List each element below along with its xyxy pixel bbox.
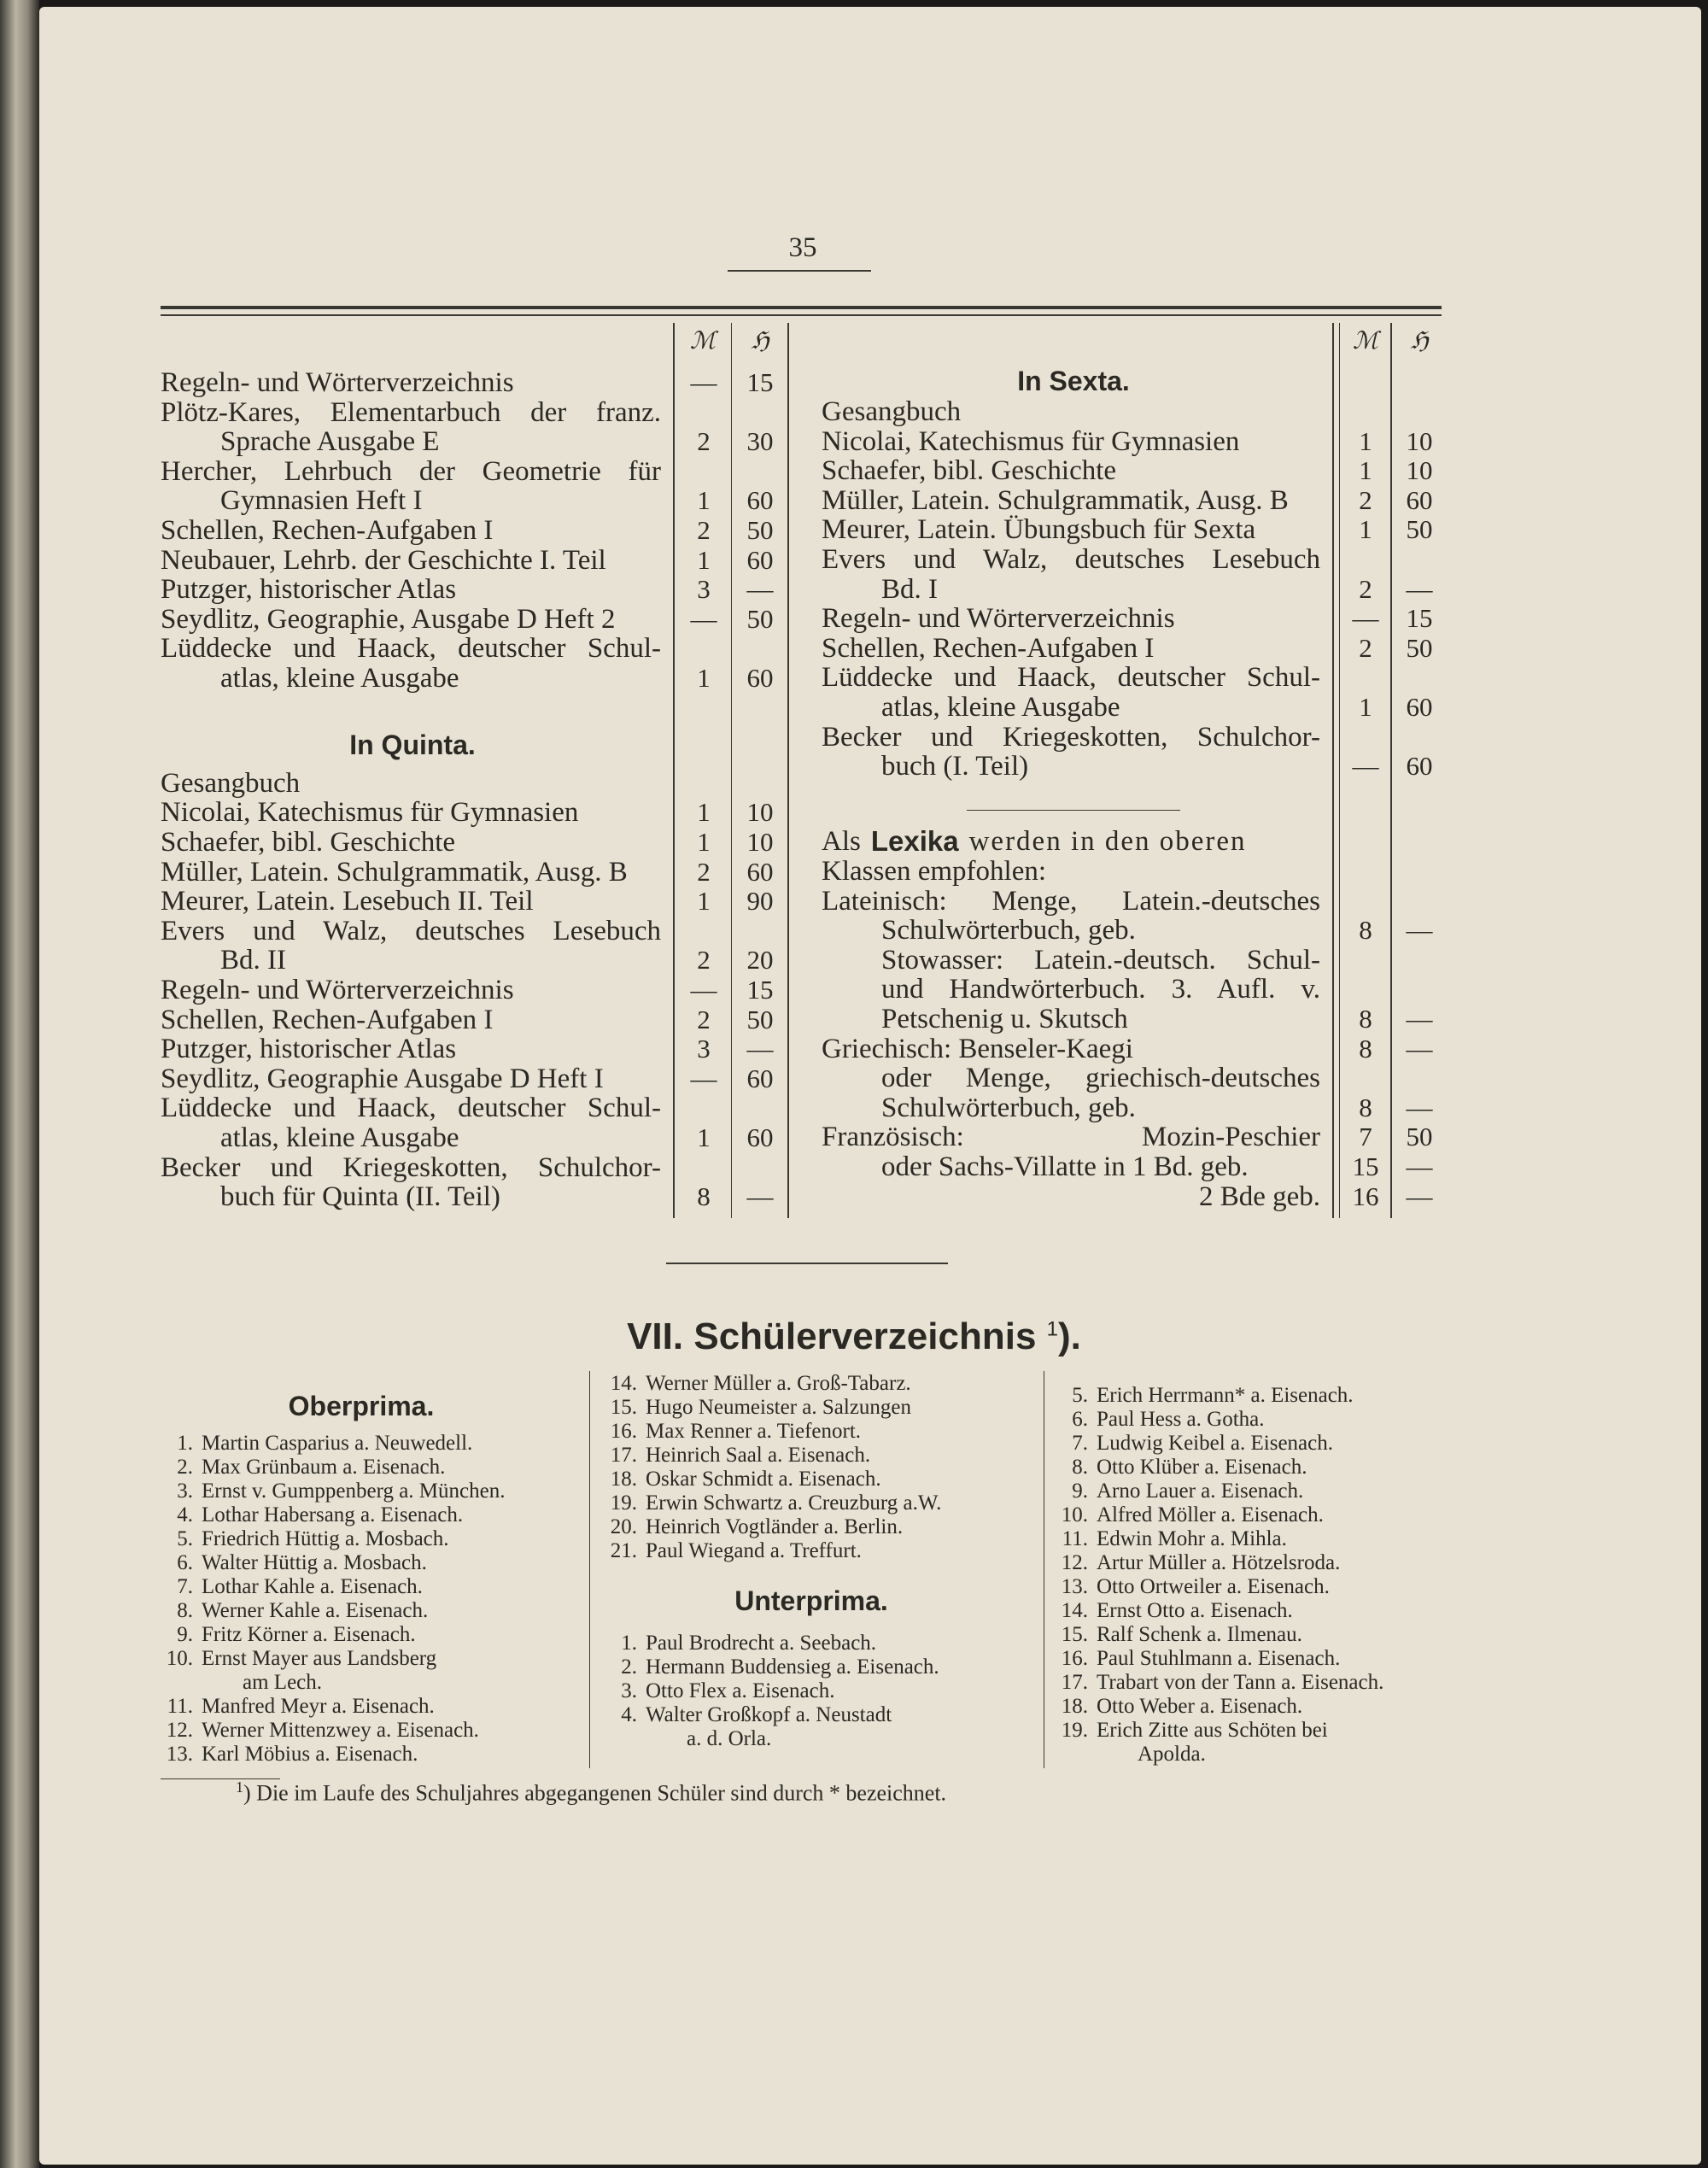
price-mark: 2 [697, 945, 711, 976]
price-mark: 7 [1359, 1122, 1372, 1152]
student-number: 16. [610, 1420, 637, 1443]
price-mark: — [690, 603, 717, 634]
item-text-line: Nicolai, Katechismus für Gymnasien [822, 425, 1240, 457]
lexika-intro-bold: Lexika [870, 825, 959, 858]
student-name: Hugo Neumeister a. Salzungen [646, 1396, 912, 1419]
student-entry [1047, 1575, 1330, 1599]
section-divider-rule [666, 1263, 948, 1264]
price-mark: 1 [1359, 692, 1372, 722]
lexikon-line: oder Sachs-Villatte in 1 Bd. geb. [881, 1151, 1249, 1183]
price-mark: 2 [697, 856, 711, 887]
student-entry [596, 1679, 834, 1703]
price-mark: 2 [697, 426, 711, 457]
price-pf: 50 [1406, 1122, 1433, 1152]
student-name: Max Grünbaum a. Eisenach. [202, 1456, 446, 1479]
student-number: 5. [177, 1527, 193, 1550]
student-number: 11. [167, 1695, 193, 1718]
section-title: Schülerverzeichnis [693, 1315, 1037, 1357]
item-text-line: Sprache Ausgabe E [220, 426, 440, 458]
price-pf: 60 [1406, 692, 1433, 722]
student-number: 18. [1061, 1695, 1088, 1718]
student-name: Oskar Schmidt a. Eisenach. [646, 1468, 881, 1491]
price-pf: 10 [1406, 455, 1433, 486]
item-text-line: Gymnasien Heft I [220, 485, 423, 517]
student-number: 15. [1061, 1623, 1088, 1646]
price-pf: — [1406, 915, 1433, 946]
student-name: Werner Müller a. Groß-Tabarz. [646, 1372, 911, 1395]
right-col-line-2 [1339, 323, 1340, 1218]
item-text-line: Gesangbuch [161, 767, 301, 799]
student-entry [1047, 1623, 1302, 1647]
student-entry [152, 1623, 416, 1647]
item-text-line: Plötz-Kares, Elementarbuch der franz. [161, 396, 661, 428]
lexikon-line: und Handwörterbuch. 3. Aufl. v. [881, 974, 1320, 1005]
student-name: Heinrich Saal a. Eisenach. [646, 1444, 871, 1467]
student-number: 13. [1061, 1575, 1088, 1598]
student-number: 10. [166, 1647, 193, 1670]
student-number: 2. [621, 1655, 637, 1679]
item-text-line: Regeln- und Wörterverzeichnis [161, 367, 514, 398]
student-number: 9. [177, 1623, 193, 1646]
price-mark: 16 [1352, 1181, 1379, 1211]
lexikon-line: Lateinisch: Menge, Latein.-deutsches [822, 885, 1320, 917]
price-pf: 60 [746, 544, 774, 575]
price-pf: 10 [1406, 425, 1433, 456]
student-name: Ernst Mayer aus Landsberg [202, 1647, 437, 1670]
price-mark: — [690, 1063, 717, 1093]
lexika-intro-line2: Klassen empfohlen: [822, 856, 1047, 888]
student-number: 7. [1072, 1432, 1088, 1455]
student-number: 6. [177, 1551, 193, 1574]
price-mark [676, 768, 731, 799]
price-mark: 1 [697, 663, 711, 693]
price-mark: — [1352, 603, 1379, 634]
price-mark: — [690, 975, 717, 1005]
student-name: Ludwig Keibel a. Eisenach. [1097, 1432, 1333, 1455]
price-pf: 15 [746, 975, 774, 1005]
student-number: 9. [1072, 1480, 1088, 1503]
lexika-intro-pre: Als [822, 826, 861, 858]
student-name: Walter Großkopf a. Neustadt [646, 1703, 892, 1726]
price-pf: 60 [1406, 751, 1433, 782]
student-name: Otto Flex a. Eisenach. [646, 1679, 835, 1702]
price-pf: 10 [746, 827, 774, 858]
student-entry [1047, 1695, 1302, 1719]
student-name: Lothar Habersang a. Eisenach. [202, 1503, 464, 1526]
page-number-rule [728, 270, 871, 272]
price-mark: 8 [1359, 1004, 1372, 1034]
item-text-line: Meurer, Latein. Lesebuch II. Teil [161, 886, 534, 917]
right-col-line-1 [1332, 323, 1334, 1218]
item-text-line: Putzger, historischer Atlas [161, 1034, 457, 1065]
student-entry [1047, 1503, 1324, 1527]
price-pf: 50 [1406, 514, 1433, 545]
item-text-line: Lüddecke und Haack, deutscher Schul- [822, 662, 1320, 694]
student-name-cont: am Lech. [243, 1671, 323, 1694]
price-pf: 50 [746, 1004, 774, 1034]
student-entry [152, 1743, 418, 1767]
price-pf: 50 [1406, 632, 1433, 663]
item-text-line: Schellen, Rechen-Aufgaben I [161, 515, 494, 546]
student-name: Hermann Buddensieg a. Eisenach. [646, 1655, 939, 1679]
pf-header-left: ℌ [751, 328, 769, 354]
student-number: 1. [621, 1632, 637, 1655]
left-col-line-3 [787, 323, 789, 1218]
item-text-line: Lüddecke und Haack, deutscher Schul- [161, 1093, 661, 1124]
lexikon-line: Petschenig u. Skutsch [881, 1004, 1128, 1035]
student-name: Ernst Otto a. Eisenach. [1097, 1599, 1293, 1622]
item-text-line: Schaefer, bibl. Geschichte [161, 827, 456, 858]
price-pf: 30 [746, 426, 774, 457]
item-text-line: Neubauer, Lehrb. der Geschichte I. Teil [161, 544, 606, 576]
student-name: Martin Casparius a. Neuwedell. [202, 1432, 473, 1455]
price-pf: 50 [746, 603, 774, 634]
lexikon-line: Französisch: Mozin-Peschier [822, 1122, 1320, 1153]
item-text-line: Regeln- und Wörterverzeichnis [822, 603, 1175, 635]
student-name: Friedrich Hüttig a. Mosbach. [202, 1527, 449, 1550]
item-text-line: Evers und Walz, deutsches Lesebuch [161, 915, 661, 946]
student-number: 19. [610, 1491, 637, 1515]
student-number: 8. [177, 1599, 193, 1622]
price-mark: 8 [1359, 915, 1372, 946]
student-entry [596, 1632, 876, 1655]
item-text-line: Lüddecke und Haack, deutscher Schul- [161, 633, 661, 665]
student-entry [1047, 1599, 1293, 1623]
student-number: 7. [177, 1575, 193, 1598]
student-name: Paul Wiegand a. Treffurt. [646, 1539, 862, 1562]
price-pf: 60 [746, 856, 774, 887]
lexikon-line: 2 Bde geb. [1198, 1181, 1320, 1212]
price-pf: 50 [746, 515, 774, 545]
student-entry [152, 1719, 479, 1743]
student-entry [1047, 1647, 1340, 1671]
price-mark: — [690, 367, 717, 397]
price-pf: — [1406, 1033, 1433, 1063]
student-number: 11. [1062, 1527, 1088, 1550]
top-rule-thick [161, 306, 1442, 309]
price-mark: — [1352, 751, 1379, 782]
lexikon-line: Griechisch: Benseler-Kaegi [822, 1033, 1133, 1064]
student-name: Paul Hess a. Gotha. [1097, 1408, 1265, 1431]
student-name: Heinrich Vogtländer a. Berlin. [646, 1515, 904, 1538]
price-pf: — [1406, 1151, 1433, 1182]
unterprima-heading: Unterprima. [734, 1585, 888, 1616]
price-mark: 1 [697, 797, 711, 828]
lexika-intro [822, 826, 1320, 857]
student-name: Fritz Körner a. Eisenach. [202, 1623, 416, 1646]
item-text-line: Schellen, Rechen-Aufgaben I [822, 632, 1155, 664]
student-entry [152, 1575, 423, 1599]
student-number: 19. [1061, 1719, 1088, 1742]
student-name: Paul Brodrecht a. Seebach. [646, 1632, 877, 1655]
student-entry [152, 1599, 428, 1623]
student-number: 21. [610, 1539, 637, 1562]
student-number: 14. [1061, 1599, 1088, 1622]
left-col-line-2 [731, 323, 732, 1218]
footnote-ref: 1 [1046, 1317, 1059, 1341]
price-mark: 1 [1359, 425, 1372, 456]
student-entry [596, 1372, 911, 1396]
student-number: 3. [177, 1480, 193, 1503]
price-mark: 1 [1359, 455, 1372, 486]
student-number: 4. [621, 1703, 637, 1726]
student-name: Trabart von der Tann a. Eisenach. [1097, 1671, 1384, 1694]
price-pf: 60 [746, 1063, 774, 1093]
item-text-line: Regeln- und Wörterverzeichnis [161, 975, 514, 1006]
student-entry [152, 1527, 449, 1551]
student-entry [152, 1480, 505, 1503]
student-entry [596, 1655, 939, 1679]
price-mark: 1 [697, 485, 711, 516]
price-mark: 1 [697, 827, 711, 858]
footnote: $^1$) Die im Laufe des Schuljahres abgegangenen Schüler sind durch * bezeichnet. [236, 1778, 947, 1806]
student-name: Erwin Schwartz a. Creuzburg a.W. [646, 1491, 942, 1515]
student-name: Walter Hüttig a. Mosbach. [202, 1551, 427, 1574]
item-text-line: Evers und Walz, deutsches Lesebuch [822, 544, 1320, 575]
lexikon-line: Schulwörterbuch, geb. [881, 915, 1136, 946]
student-name: Paul Stuhlmann a. Eisenach. [1097, 1647, 1341, 1670]
price-mark: 8 [697, 1181, 711, 1212]
item-text-line: Meurer, Latein. Übungsbuch für Sexta [822, 514, 1256, 546]
price-mark: 1 [697, 544, 711, 575]
student-number: 3. [621, 1679, 637, 1702]
item-text-line: atlas, kleine Ausgabe [881, 692, 1120, 723]
price-mark: 15 [1352, 1151, 1379, 1182]
item-text-line: Becker und Kriegeskotten, Schulchor- [161, 1151, 661, 1183]
price-mark: 1 [697, 886, 711, 917]
price-mark: 8 [1359, 1092, 1372, 1122]
student-name: Artur Müller a. Hötzelsroda. [1097, 1551, 1341, 1574]
student-entry [596, 1703, 892, 1727]
price-pf: — [746, 574, 774, 605]
item-text-line: buch (I. Teil) [881, 751, 1029, 782]
oberprima-heading: Oberprima. [288, 1391, 435, 1421]
price-pf: — [1406, 573, 1433, 604]
price-pf [733, 768, 787, 799]
student-number: 20. [610, 1515, 637, 1538]
price-pf: — [746, 1181, 774, 1212]
student-number: 12. [1061, 1551, 1088, 1574]
item-text-line: Bd. I [881, 573, 938, 605]
student-entry [596, 1539, 862, 1563]
student-entry [596, 1420, 861, 1444]
student-name: Alfred Möller a. Eisenach. [1097, 1503, 1324, 1526]
student-name: Karl Möbius a. Eisenach. [202, 1743, 418, 1766]
student-entry [152, 1456, 445, 1480]
price-pf: 60 [746, 1122, 774, 1153]
price-mark: 3 [697, 1034, 711, 1064]
students-col-line-1 [589, 1371, 590, 1768]
page-number: 35 [788, 232, 817, 263]
price-pf: 20 [746, 945, 774, 976]
student-name: Ernst v. Gumppenberg a. München. [202, 1480, 506, 1503]
item-text-line: Seydlitz, Geographie Ausgabe D Heft I [161, 1063, 604, 1094]
student-entry [596, 1515, 903, 1539]
student-number: 6. [1072, 1408, 1088, 1431]
section-number: VII. [627, 1315, 684, 1357]
price-pf: — [1406, 1004, 1433, 1034]
item-text-line: Müller, Latein. Schulgrammatik, Ausg. B [822, 484, 1289, 516]
student-number: 4. [177, 1503, 193, 1526]
item-text-line: Bd. II [220, 945, 286, 976]
lexika-intro-post: werden in den oberen [968, 826, 1247, 858]
student-name: Werner Kahle a. Eisenach. [202, 1599, 429, 1622]
top-rule-thin [161, 314, 1442, 316]
student-number: 16. [1061, 1647, 1088, 1670]
price-pf: 60 [1406, 484, 1433, 515]
student-number: 18. [610, 1468, 637, 1491]
student-name: Otto Klüber a. Eisenach. [1097, 1456, 1307, 1479]
item-text-line: Becker und Kriegeskotten, Schulchor- [822, 721, 1320, 753]
student-entry [596, 1468, 881, 1491]
item-text-line: Gesangbuch [822, 396, 962, 427]
student-name: Lothar Kahle a. Eisenach. [202, 1575, 423, 1598]
student-entry [1047, 1719, 1328, 1743]
student-number: 13. [166, 1743, 193, 1766]
item-text-line: atlas, kleine Ausgabe [220, 663, 459, 694]
price-mark: 2 [697, 515, 711, 545]
mark-header-left: ℳ [690, 328, 716, 354]
price-pf: 90 [746, 886, 774, 917]
student-number: 14. [610, 1372, 637, 1395]
student-entry [1047, 1671, 1383, 1695]
quinta-heading: In Quinta. [349, 729, 476, 760]
price-pf [1392, 396, 1447, 427]
left-col-line-1 [673, 323, 675, 1218]
price-mark: 1 [1359, 514, 1372, 545]
lexikon-line: Schulwörterbuch, geb. [881, 1092, 1136, 1123]
price-pf: 60 [746, 663, 774, 693]
student-name: Erich Herrmann* a. Eisenach. [1097, 1384, 1354, 1407]
student-name-cont: a. d. Orla. [687, 1727, 772, 1750]
price-mark: 3 [697, 574, 711, 605]
student-number: 5. [1072, 1384, 1088, 1407]
student-number: 17. [1061, 1671, 1088, 1694]
item-text-line: Putzger, historischer Atlas [161, 574, 457, 606]
student-number: 1. [177, 1432, 193, 1455]
student-entry [1047, 1480, 1303, 1503]
student-name-cont: Apolda. [1138, 1743, 1206, 1766]
student-entry [152, 1432, 472, 1456]
student-entry [596, 1444, 870, 1468]
footnote-text: Die im Laufe des Schuljahres abgegangenen Schüler sind durch * bezeichnet. [256, 1780, 947, 1806]
item-text-line: Müller, Latein. Schulgrammatik, Ausg. B [161, 856, 628, 888]
student-name: Otto Weber a. Eisenach. [1097, 1695, 1303, 1718]
price-pf: — [746, 1034, 774, 1064]
student-entry [152, 1647, 436, 1671]
book-spine [0, 0, 39, 2168]
student-number: 15. [610, 1396, 637, 1419]
student-entry [1047, 1551, 1340, 1575]
mark-header-right: ℳ [1353, 328, 1378, 354]
price-pf: — [1406, 1181, 1433, 1211]
item-text-line: Nicolai, Katechismus für Gymnasien [161, 797, 579, 829]
price-mark [1341, 396, 1390, 427]
student-number: 2. [177, 1456, 193, 1479]
student-name: Max Renner a. Tiefenort. [646, 1420, 862, 1443]
item-text-line: Schaefer, bibl. Geschichte [822, 455, 1117, 487]
price-pf: 10 [746, 797, 774, 828]
lexikon-line: oder Menge, griechisch-deutsches [881, 1063, 1320, 1094]
price-pf: 15 [746, 367, 774, 397]
student-entry [152, 1695, 435, 1719]
price-mark: 2 [1359, 484, 1372, 515]
student-entry [152, 1503, 463, 1527]
student-name: Edwin Mohr a. Mihla. [1097, 1527, 1287, 1550]
student-name: Werner Mittenzwey a. Eisenach. [202, 1719, 479, 1742]
student-name: Erich Zitte aus Schöten bei [1097, 1719, 1328, 1742]
student-entry [1047, 1456, 1307, 1480]
student-name: Manfred Meyr a. Eisenach. [202, 1695, 435, 1718]
student-number: 12. [166, 1719, 193, 1742]
price-mark: 2 [1359, 573, 1372, 604]
footnote-number: 1 [236, 1778, 243, 1796]
student-number: 8. [1072, 1456, 1088, 1479]
student-name: Ralf Schenk a. Ilmenau. [1097, 1623, 1302, 1646]
price-pf: — [1406, 1092, 1433, 1122]
item-text-line: Hercher, Lehrbuch der Geometrie für [161, 455, 661, 487]
student-entry [1047, 1432, 1333, 1456]
sexta-end-rule [967, 810, 1180, 811]
student-name: Otto Ortweiler a. Eisenach. [1097, 1575, 1330, 1598]
student-entry [596, 1396, 911, 1420]
price-pf: 60 [746, 485, 774, 516]
item-text-line: Schellen, Rechen-Aufgaben I [161, 1004, 494, 1035]
price-pf: 15 [1406, 603, 1433, 634]
item-text-line: Seydlitz, Geographie, Ausgabe D Heft 2 [161, 603, 616, 635]
student-name: Arno Lauer a. Eisenach. [1097, 1480, 1304, 1503]
price-mark: 8 [1359, 1033, 1372, 1063]
student-entry [152, 1551, 427, 1575]
price-mark: 2 [697, 1004, 711, 1034]
student-entry [1047, 1384, 1354, 1408]
student-entry [596, 1491, 941, 1515]
student-entry [1047, 1408, 1265, 1432]
price-mark: 1 [697, 1122, 711, 1153]
student-entry [1047, 1527, 1287, 1551]
price-mark: 2 [1359, 632, 1372, 663]
student-number: 17. [610, 1444, 637, 1467]
lexikon-line: Stowasser: Latein.-deutsch. Schul- [881, 944, 1320, 976]
student-number: 10. [1061, 1503, 1088, 1526]
item-text-line: atlas, kleine Ausgabe [220, 1122, 459, 1154]
pf-header-right: ℌ [1410, 328, 1429, 354]
sexta-heading: In Sexta. [1017, 366, 1130, 396]
section-heading: VII. Schülerverzeichnis $^1$). [627, 1315, 1081, 1357]
item-text-line: buch für Quinta (II. Teil) [220, 1181, 500, 1213]
